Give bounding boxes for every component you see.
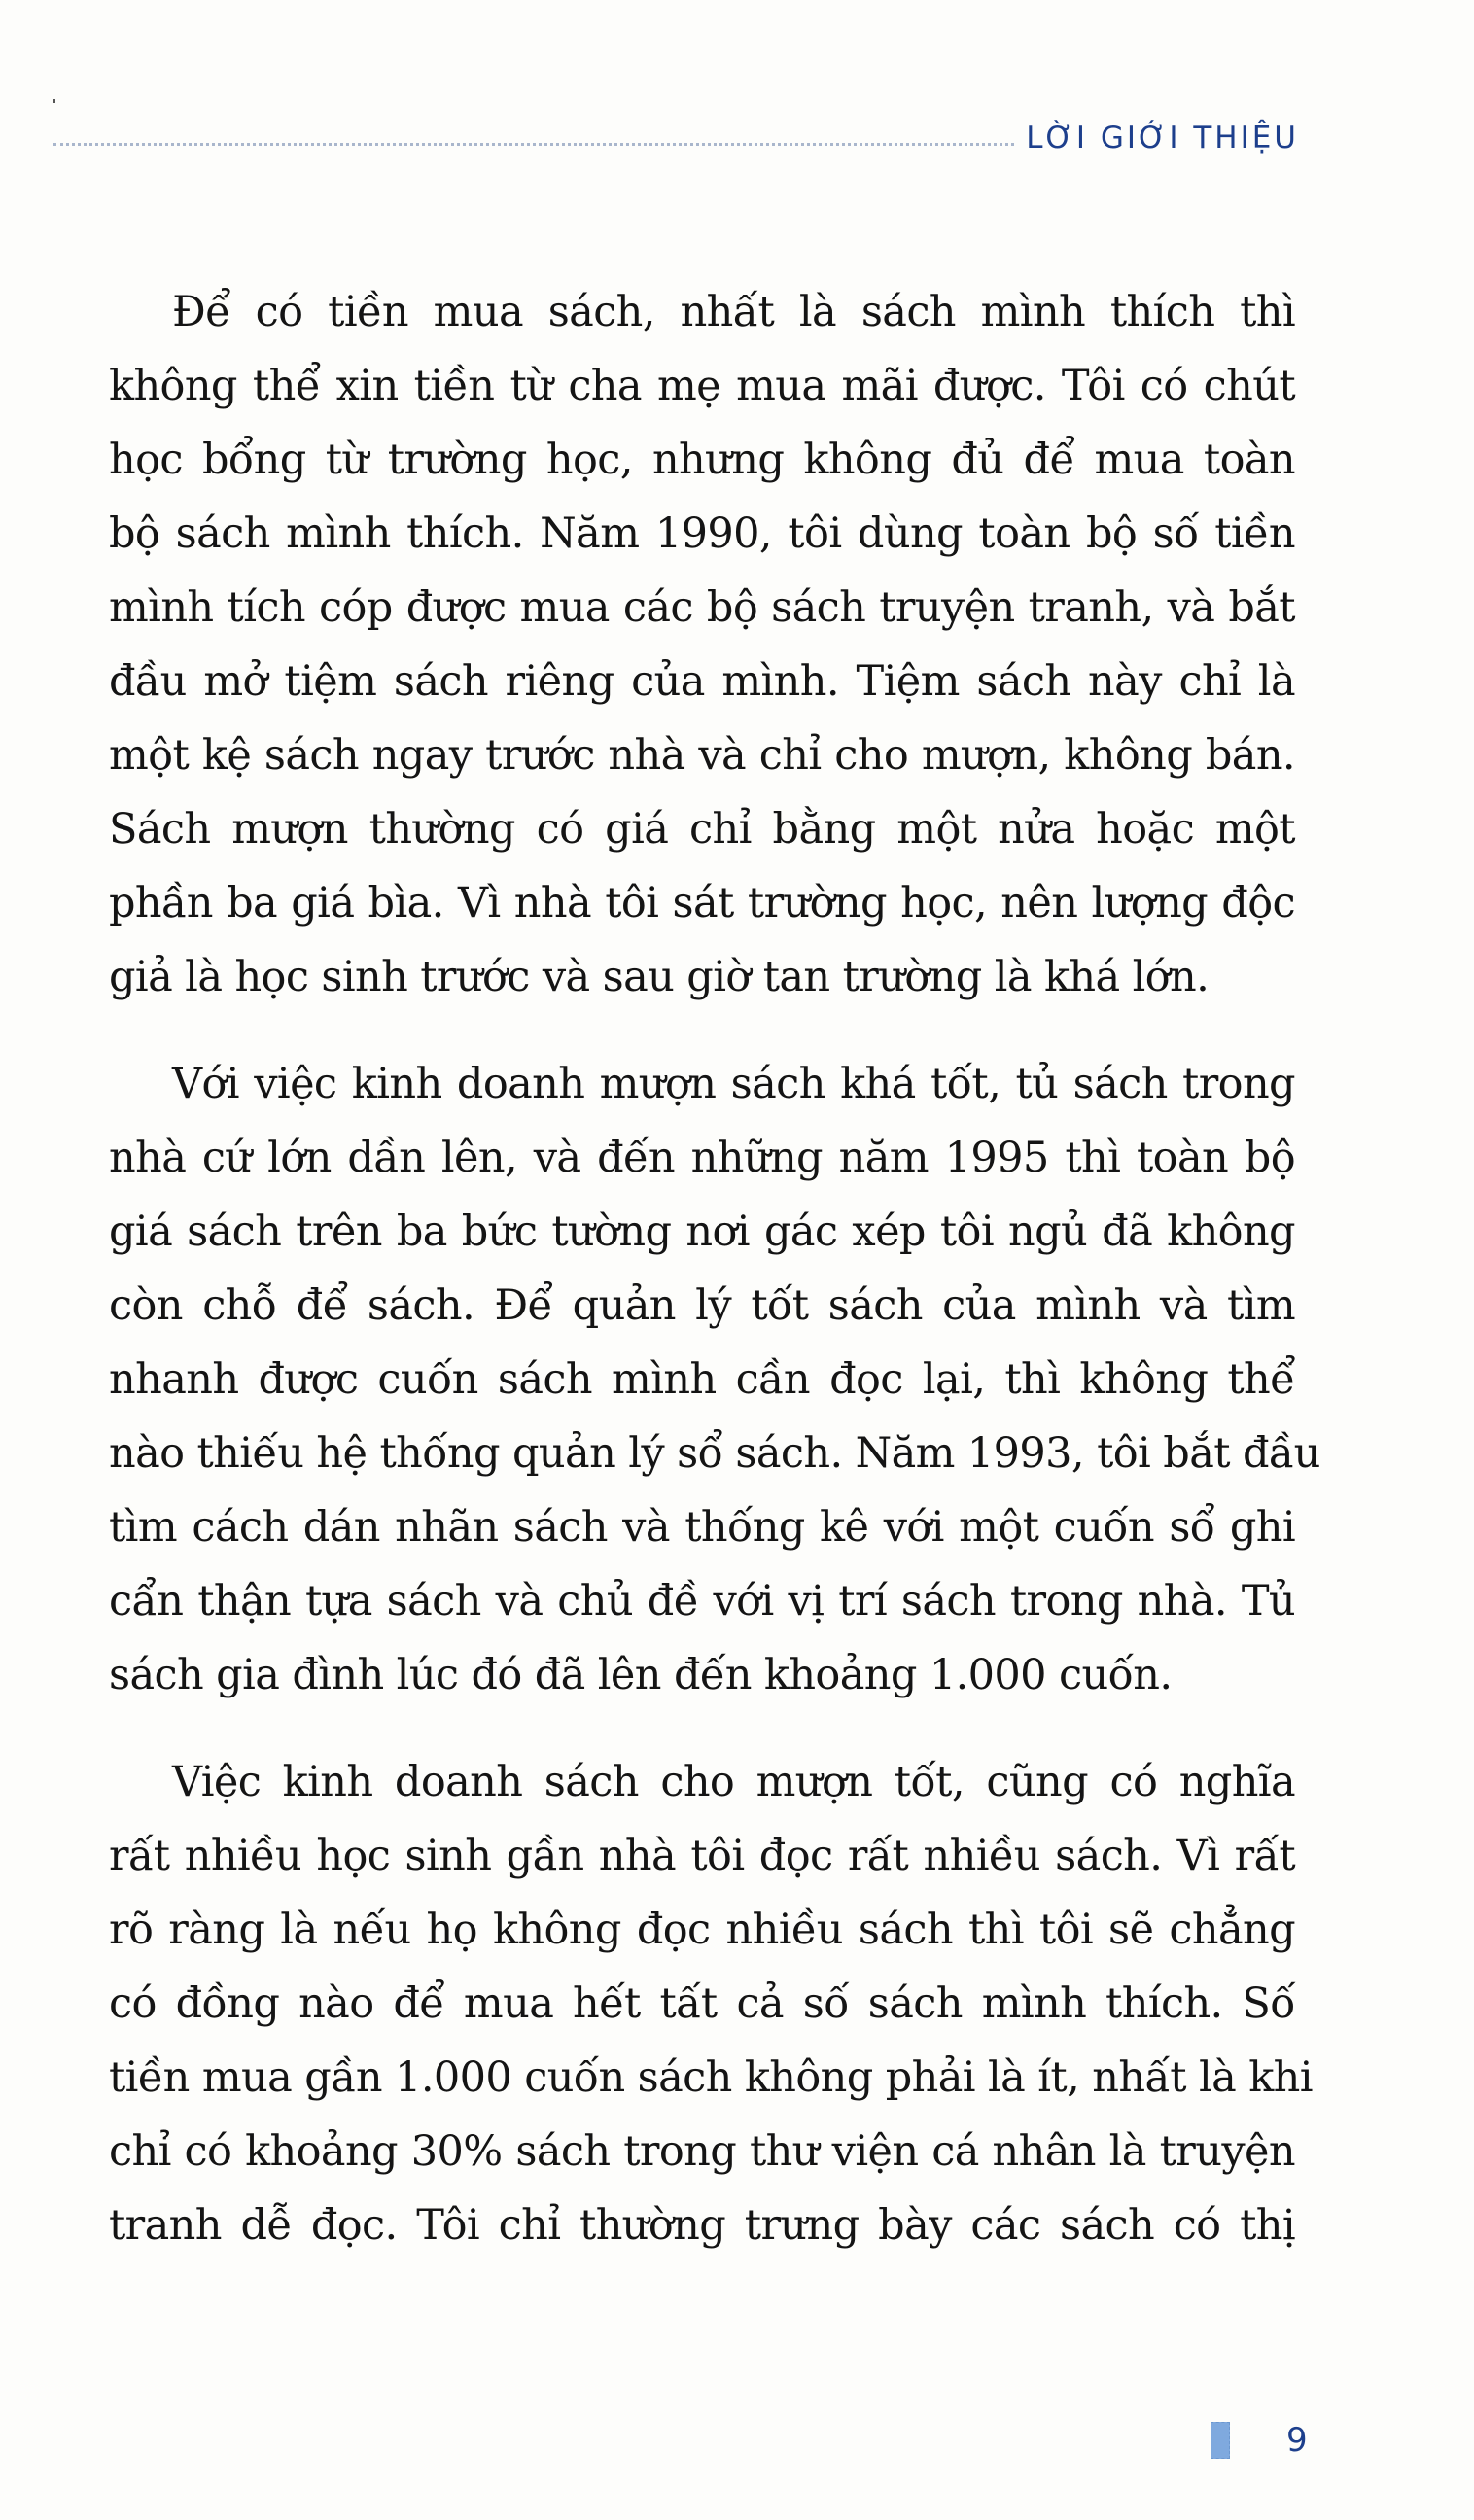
text-line: Với việc kinh doanh mượn sách khá tốt, tủ sách trong xyxy=(172,1060,1295,1108)
text-line: chỉ có khoảng 30% sách trong thư viện cá nhân là truyện xyxy=(109,2127,1295,2176)
text-line: giá sách trên ba bức tường nơi gác xép tôi ngủ đã không xyxy=(109,1208,1295,1256)
folio-bar-icon xyxy=(1211,2422,1230,2459)
text-line: nào thiếu hệ thống quản lý sổ sách. Năm 1993, tôi bắt đầu xyxy=(109,1429,1320,1478)
folio xyxy=(1211,2421,1308,2460)
text-line: rõ ràng là nếu họ không đọc nhiều sách thì tôi sẽ chẳng xyxy=(109,1906,1295,1954)
text-line: tìm cách dán nhãn sách và thống kê với một cuốn sổ ghi xyxy=(109,1503,1295,1552)
text-line: Việc kinh doanh sách cho mượn tốt, cũng có nghĩa xyxy=(172,1758,1295,1806)
paragraph-1 xyxy=(109,275,1295,1014)
body-text xyxy=(109,275,1320,2295)
text-line: nhà cứ lớn dần lên, và đến những năm 1995 thì toàn bộ xyxy=(109,1134,1295,1182)
text-line: tranh dễ đọc. Tôi chỉ thường trưng bày các sách có thị xyxy=(109,2201,1295,2250)
dotted-rule xyxy=(53,143,1014,146)
text-line: Sách mượn thường có giá chỉ bằng một nửa hoặc một xyxy=(109,805,1295,854)
text-line: tiền mua gần 1.000 cuốn sách không phải là ít, nhất là khi xyxy=(109,2053,1313,2102)
text-line: một kệ sách ngay trước nhà và chỉ cho mượn, không bán. xyxy=(109,731,1295,780)
text-line: mình tích cóp được mua các bộ sách truyện tranh, và bắt xyxy=(109,583,1295,632)
scan-speck xyxy=(53,99,55,103)
text-line: có đồng nào để mua hết tất cả số sách mình thích. Số xyxy=(109,1979,1295,2028)
text-line: Để có tiền mua sách, nhất là sách mình thích thì xyxy=(172,288,1295,336)
text-line: cẩn thận tựa sách và chủ đề với vị trí sách trong nhà. Tủ xyxy=(109,1577,1295,1626)
text-line: phần ba giá bìa. Vì nhà tôi sát trường học, nên lượng độc xyxy=(109,879,1295,928)
text-line: học bổng từ trường học, nhưng không đủ để mua toàn xyxy=(109,436,1295,484)
text-line: giả là học sinh trước và sau giờ tan trường là khá lớn. xyxy=(109,953,1210,1001)
text-line: còn chỗ để sách. Để quản lý tốt sách của mình và tìm xyxy=(109,1281,1295,1330)
text-line: đầu mở tiệm sách riêng của mình. Tiệm sách này chỉ là xyxy=(109,657,1295,706)
text-line: không thể xin tiền từ cha mẹ mua mãi được. Tôi có chút xyxy=(109,362,1295,410)
text-line: sách gia đình lúc đó đã lên đến khoảng 1.000 cuốn. xyxy=(109,1651,1173,1699)
page-number: 9 xyxy=(1286,2421,1308,2460)
text-line: nhanh được cuốn sách mình cần đọc lại, thì không thể xyxy=(109,1355,1295,1404)
running-header xyxy=(53,115,1299,154)
paragraph-2 xyxy=(109,1047,1320,1712)
paragraph-3 xyxy=(109,1745,1313,2262)
text-line: rất nhiều học sinh gần nhà tôi đọc rất nhiều sách. Vì rất xyxy=(109,1832,1295,1880)
running-title: LỜI GIỚI THIỆU xyxy=(1026,121,1299,156)
text-line: bộ sách mình thích. Năm 1990, tôi dùng toàn bộ số tiền xyxy=(109,509,1295,558)
